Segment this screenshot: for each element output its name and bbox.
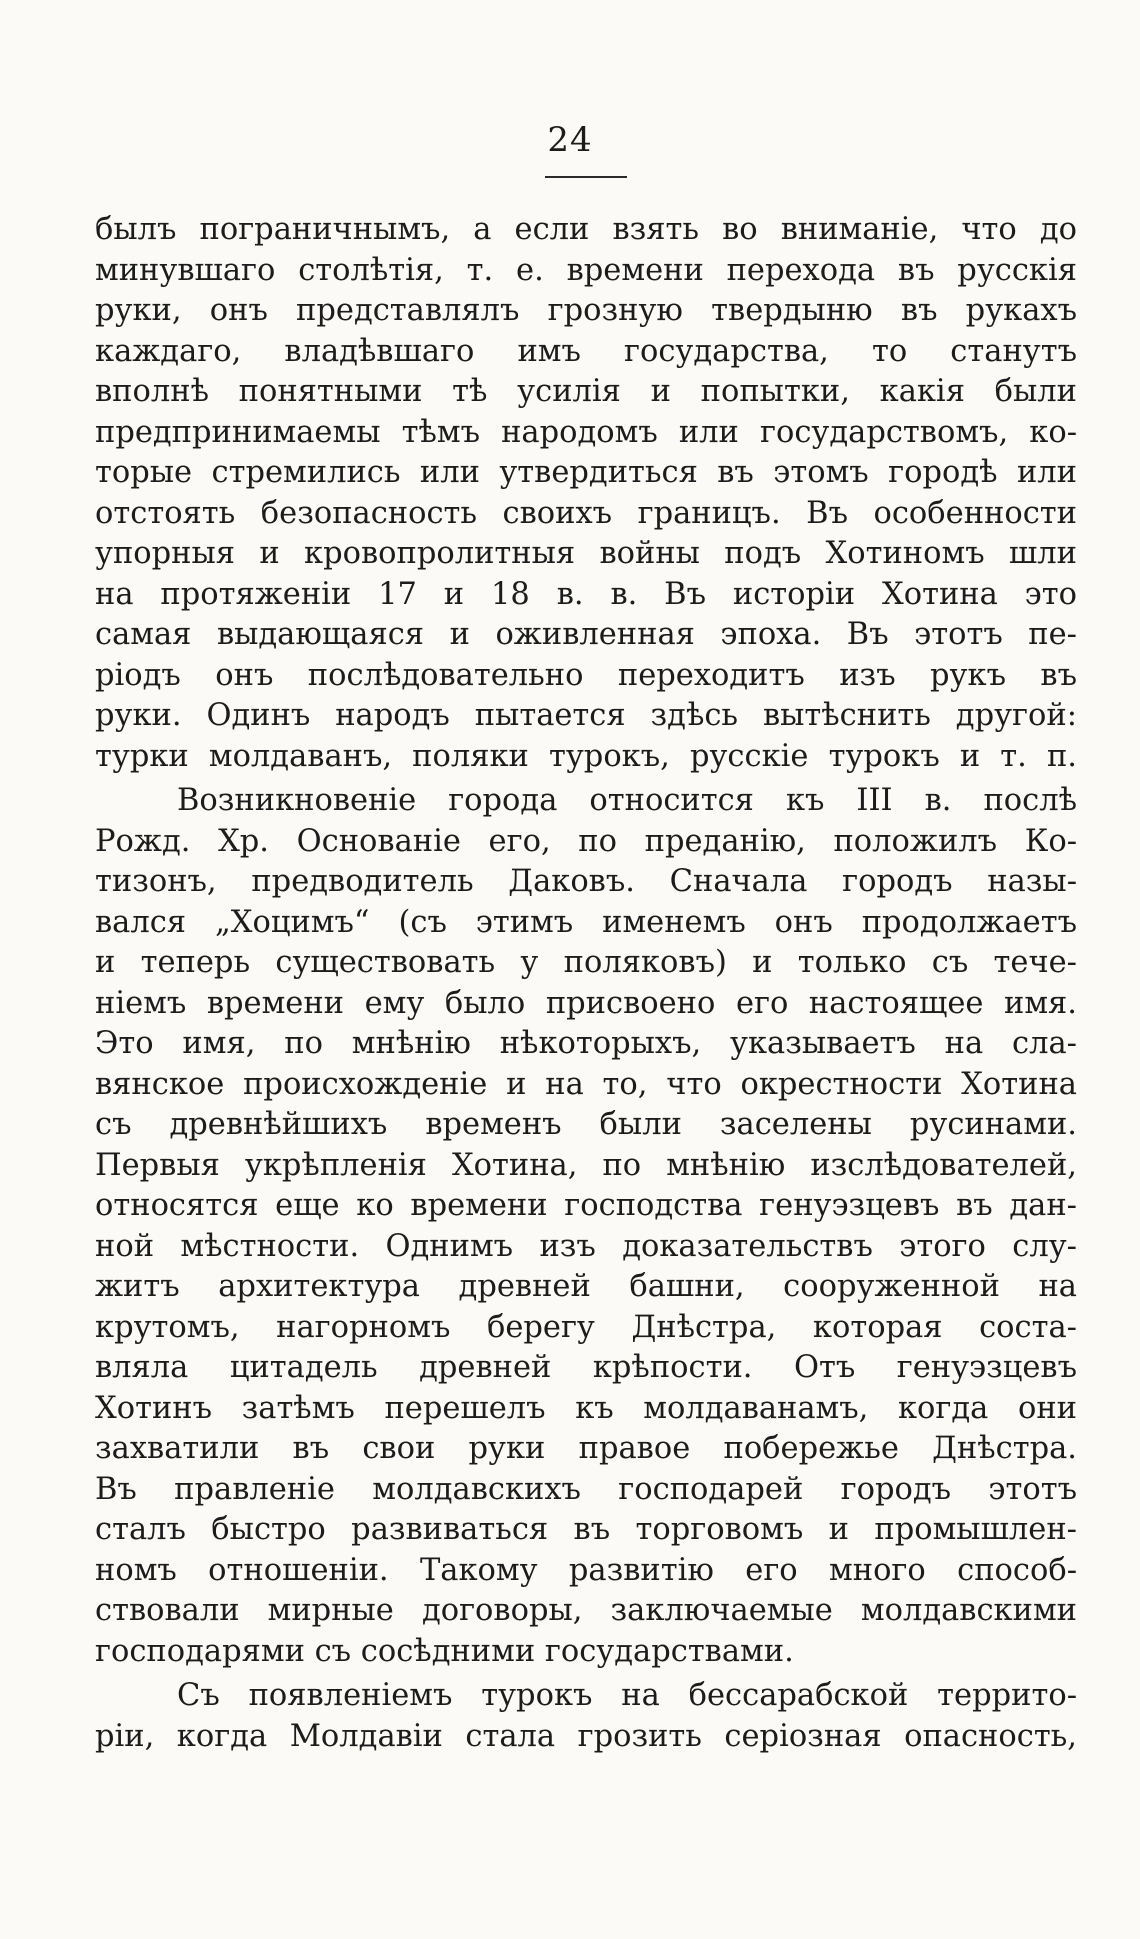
text-line: ствовали мирные договоры, заключаемые молдавскими: [95, 1593, 1077, 1628]
text-line: крутомъ, нагорномъ берегу Днѣстра, которая соста-: [95, 1309, 1077, 1345]
text-line: торые стремились или утвердиться въ этомъ городѣ или: [95, 455, 1077, 490]
paragraph-1: [95, 210, 1077, 777]
text-line: вполнѣ понятными тѣ усилія и попытки, какія были: [95, 374, 1077, 409]
text-line: вянское происхожденіе и на то, что окрестности Хотина: [95, 1066, 1077, 1102]
text-line: ріи, когда Молдавіи стала грозить серіозная опасность,: [95, 1718, 1077, 1754]
text-line: господарями съ сосѣдними государствами.: [95, 1633, 794, 1669]
text-line: Хотинъ затѣмъ перешелъ къ молдаванамъ, когда они: [95, 1390, 1077, 1426]
text-line: предпринимаемы тѣмъ народомъ или государствомъ, ко-: [95, 414, 1077, 450]
text-line: номъ отношеніи. Такому развитію его много способ-: [95, 1552, 1077, 1588]
text-line: руки, онъ представлялъ грозную твердыню въ рукахъ: [95, 293, 1077, 328]
text-line: упорныя и кровопролитныя войны подъ Хотиномъ шли: [95, 536, 1077, 571]
text-line: тизонъ, предводитель Даковъ. Сначала городъ назы-: [95, 864, 1077, 899]
text-line: руки. Одинъ народъ пытается здѣсь вытѣснить другой:: [95, 698, 1077, 733]
text-line: Съ появленіемъ турокъ на бессарабской террито-: [177, 1678, 1077, 1713]
page-number-underline: [545, 176, 627, 178]
text-line: вляла цитадель древней крѣпости. Отъ генуэзцевъ: [95, 1350, 1077, 1385]
text-line: Въ правленіе молдавскихъ господарей городъ этотъ: [95, 1471, 1077, 1507]
text-line: Первыя укрѣпленія Хотина, по мнѣнію изслѣдователей,: [95, 1147, 1077, 1183]
text-line: каждаго, владѣвшаго имъ государства, то станутъ: [95, 333, 1077, 369]
text-line: относятся еще ко времени господства генуэзцевъ въ дан-: [95, 1188, 1077, 1223]
text-line: сталъ быстро развиваться въ торговомъ и промышлен-: [95, 1512, 1077, 1547]
text-line: вался „Хоцимъ“ (съ этимъ именемъ онъ продолжаетъ: [95, 904, 1077, 940]
body-text: [95, 210, 1077, 1757]
text-line: ріодъ онъ послѣдовательно переходитъ изъ рукъ въ: [95, 657, 1077, 693]
text-line: турки молдаванъ, поляки турокъ, русскіе турокъ и т. п.: [95, 738, 1077, 774]
text-line: Возникновеніе города относится къ III в. послѣ: [177, 783, 1077, 818]
text-line: на протяженіи 17 и 18 в. в. Въ исторіи Хотина это: [95, 576, 1077, 612]
text-line: житъ архитектура древней башни, сооруженной на: [95, 1269, 1077, 1304]
paragraph-3: [95, 1676, 1077, 1757]
page-number: 24: [547, 120, 593, 160]
text-line: и теперь существовать у поляковъ) и только съ тече-: [95, 945, 1077, 980]
text-line: съ древнѣйшихъ временъ были заселены русинами.: [95, 1107, 1077, 1142]
text-line: ной мѣстности. Однимъ изъ доказательствъ этого слу-: [95, 1228, 1077, 1264]
text-line: ніемъ времени ему было присвоено его настоящее имя.: [95, 985, 1077, 1021]
text-line: отстоять безопасность своихъ границъ. Въ особенности: [95, 495, 1077, 531]
paragraph-2: [95, 781, 1077, 1672]
text-line: захватили въ свои руки правое побережье Днѣстра.: [95, 1431, 1077, 1466]
text-line: Рожд. Хр. Основаніе его, по преданію, положилъ Ко-: [95, 823, 1077, 859]
text-line: Это имя, по мнѣнію нѣкоторыхъ, указываетъ на сла-: [95, 1026, 1077, 1061]
text-line: былъ пограничнымъ, а если взять во вниманіе, что до: [95, 212, 1077, 247]
text-line: минувшаго столѣтія, т. е. времени перехода въ русскія: [95, 252, 1077, 288]
text-line: самая выдающаяся и оживленная эпоха. Въ этотъ пе-: [95, 617, 1077, 652]
